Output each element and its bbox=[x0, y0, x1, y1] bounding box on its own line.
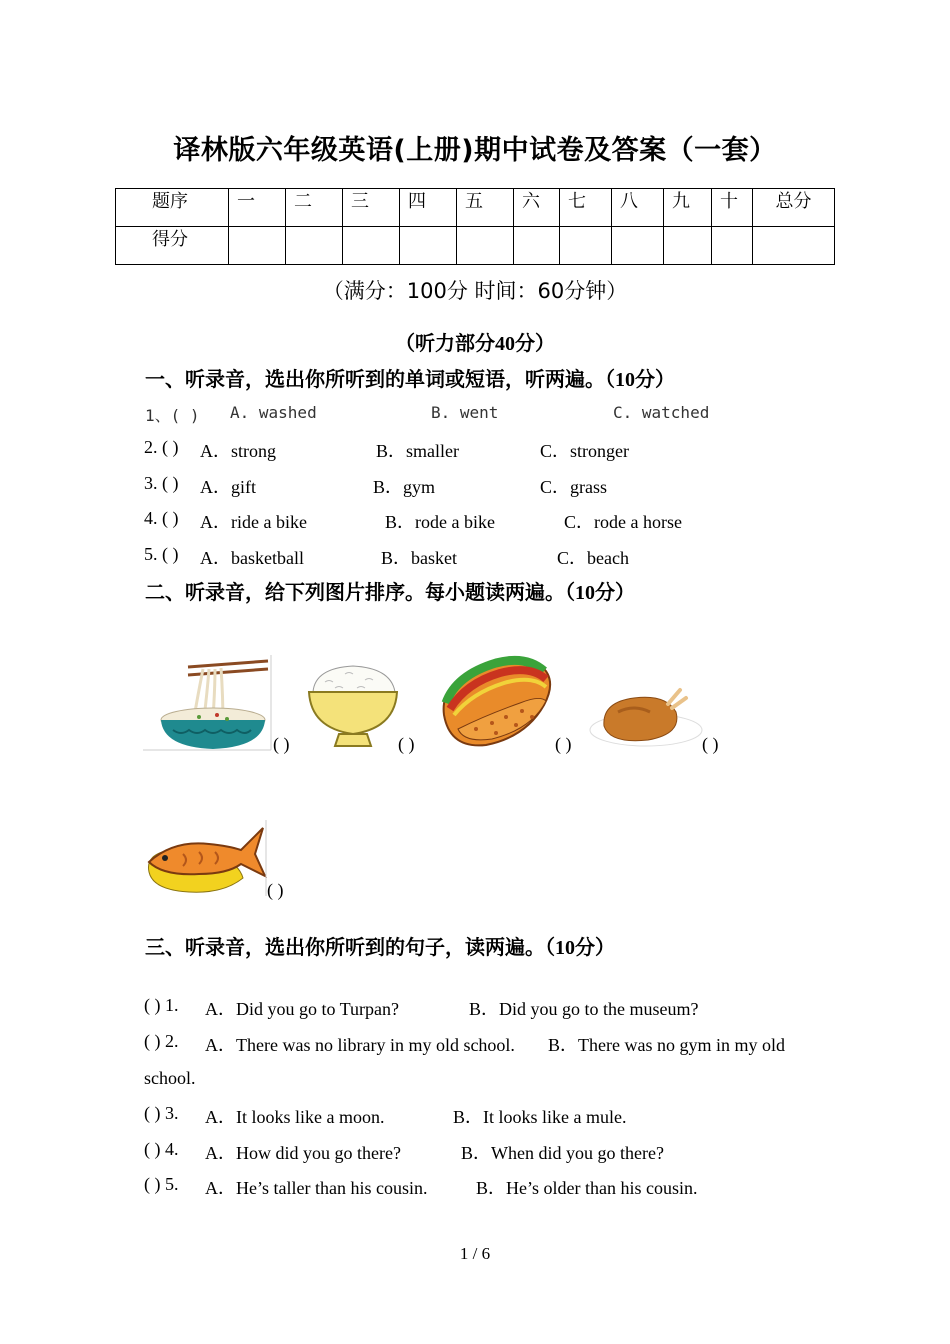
section1-points: （10分） bbox=[605, 369, 675, 391]
s3-q2-continuation: school. bbox=[144, 1068, 196, 1088]
section3-title-text: 三、听录音，选出你所听到的句子，读两遍。 bbox=[145, 935, 545, 959]
s2-answer-paren-2[interactable]: ( ) bbox=[398, 734, 415, 754]
s2-answer-paren-1[interactable]: ( ) bbox=[273, 734, 290, 754]
score-header-cell: 题序 bbox=[116, 189, 229, 227]
s1-q2-option-c[interactable]: C．stronger bbox=[540, 441, 629, 461]
score-header-cell: 总分 bbox=[753, 189, 835, 227]
score-header-cell: 五 bbox=[457, 189, 514, 227]
s3-q2-number: ( ) 2. bbox=[144, 1031, 179, 1051]
s1-q5-option-b[interactable]: B．basket bbox=[381, 548, 457, 568]
noodles-picture bbox=[143, 655, 271, 751]
s1-q1-number: 1、( ) bbox=[145, 406, 200, 425]
s1-q3-number: 3. ( ) bbox=[144, 473, 179, 493]
s1-q3-option-c[interactable]: C．grass bbox=[540, 477, 607, 497]
s2-answer-paren-3[interactable]: ( ) bbox=[555, 734, 572, 754]
s3-q3-option-a[interactable]: A．It looks like a moon. bbox=[205, 1107, 385, 1127]
score-cell[interactable] bbox=[612, 227, 664, 265]
s1-q4-number: 4. ( ) bbox=[144, 508, 179, 528]
s1-q2-number: 2. ( ) bbox=[144, 437, 179, 457]
s1-q1-option-c[interactable]: C. watched bbox=[613, 403, 710, 422]
s1-q5-option-a[interactable]: A．basketball bbox=[200, 548, 304, 568]
score-row-label: 得分 bbox=[116, 227, 229, 265]
s1-q2-option-a[interactable]: A．strong bbox=[200, 441, 276, 461]
score-cell[interactable] bbox=[343, 227, 400, 265]
score-cell[interactable] bbox=[753, 227, 835, 265]
section3-points: （10分） bbox=[545, 937, 615, 959]
score-cell[interactable] bbox=[712, 227, 753, 265]
s2-answer-paren-5[interactable]: ( ) bbox=[267, 880, 284, 900]
s1-q5-number: 5. ( ) bbox=[144, 544, 179, 564]
section2-title bbox=[145, 576, 635, 605]
score-header-cell: 九 bbox=[664, 189, 712, 227]
section2-title-text: 二、听录音，给下列图片排序。每小题读两遍。 bbox=[145, 580, 565, 604]
score-header-cell: 二 bbox=[286, 189, 343, 227]
section1-title bbox=[145, 363, 675, 392]
page-number: 1 / 6 bbox=[459, 1244, 491, 1263]
section2-points: （10分） bbox=[565, 582, 635, 604]
s3-q4-option-a[interactable]: A．How did you go there? bbox=[205, 1143, 401, 1163]
page-title: 译林版六年级英语(上册)期中试卷及答案（一套） bbox=[173, 135, 777, 166]
score-cell[interactable] bbox=[229, 227, 286, 265]
score-header-cell: 四 bbox=[400, 189, 457, 227]
score-cell[interactable] bbox=[286, 227, 343, 265]
s3-q2-option-a[interactable]: A．There was no library in my old school. bbox=[205, 1035, 515, 1055]
s3-q3-option-b[interactable]: B．It looks like a mule. bbox=[453, 1107, 627, 1127]
score-cell[interactable] bbox=[514, 227, 560, 265]
s1-q1-option-a[interactable]: A. washed bbox=[230, 403, 317, 422]
s3-q2-option-b[interactable]: B．There was no gym in my old bbox=[548, 1035, 785, 1055]
s1-q4-option-b[interactable]: B．rode a bike bbox=[385, 512, 495, 532]
s3-q4-option-b[interactable]: B．When did you go there? bbox=[461, 1143, 664, 1163]
s1-q2-option-b[interactable]: B．smaller bbox=[376, 441, 459, 461]
section1-title-text: 一、听录音，选出你所听到的单词或短语，听两遍。 bbox=[145, 367, 605, 391]
s3-q5-option-b[interactable]: B．He’s older than his cousin. bbox=[476, 1178, 698, 1198]
hotdog-picture bbox=[436, 645, 554, 751]
score-header-cell: 八 bbox=[612, 189, 664, 227]
s3-q1-option-a[interactable]: A．Did you go to Turpan? bbox=[205, 999, 400, 1019]
s2-answer-paren-4[interactable]: ( ) bbox=[702, 734, 719, 754]
score-header-cell: 十 bbox=[712, 189, 753, 227]
s3-q1-option-b[interactable]: B．Did you go to the museum? bbox=[469, 999, 699, 1019]
score-header-cell: 六 bbox=[514, 189, 560, 227]
s1-q3-option-a[interactable]: A．gift bbox=[200, 477, 256, 497]
score-header-cell: 三 bbox=[343, 189, 400, 227]
score-header-cell: 七 bbox=[560, 189, 612, 227]
score-cell[interactable] bbox=[664, 227, 712, 265]
s1-q5-option-c[interactable]: C．beach bbox=[557, 548, 629, 568]
s1-q4-option-a[interactable]: A．ride a bike bbox=[200, 512, 307, 532]
fish-picture bbox=[143, 820, 266, 896]
section3-title bbox=[145, 931, 615, 960]
score-table-header-row bbox=[116, 189, 835, 227]
s3-q5-number: ( ) 5. bbox=[144, 1174, 179, 1194]
score-cell[interactable] bbox=[457, 227, 514, 265]
s3-q3-number: ( ) 3. bbox=[144, 1103, 179, 1123]
s3-q5-option-a[interactable]: A．He’s taller than his cousin. bbox=[205, 1178, 428, 1198]
exam-info: （满分：100分 时间：60分钟） bbox=[322, 279, 628, 303]
listening-header: （听力部分40分） bbox=[395, 333, 555, 355]
score-cell[interactable] bbox=[560, 227, 612, 265]
roast-chicken-picture bbox=[588, 682, 704, 754]
score-table bbox=[115, 188, 835, 265]
s3-q4-number: ( ) 4. bbox=[144, 1139, 179, 1159]
s1-q1-option-b[interactable]: B. went bbox=[431, 403, 499, 422]
score-cell[interactable] bbox=[400, 227, 457, 265]
score-header-cell: 一 bbox=[229, 189, 286, 227]
s1-q3-option-b[interactable]: B．gym bbox=[373, 477, 436, 497]
rice-bowl-picture bbox=[305, 660, 400, 752]
score-table-score-row bbox=[116, 227, 835, 265]
s3-q1-number: ( ) 1. bbox=[144, 995, 179, 1015]
s1-q4-option-c[interactable]: C．rode a horse bbox=[564, 512, 682, 532]
